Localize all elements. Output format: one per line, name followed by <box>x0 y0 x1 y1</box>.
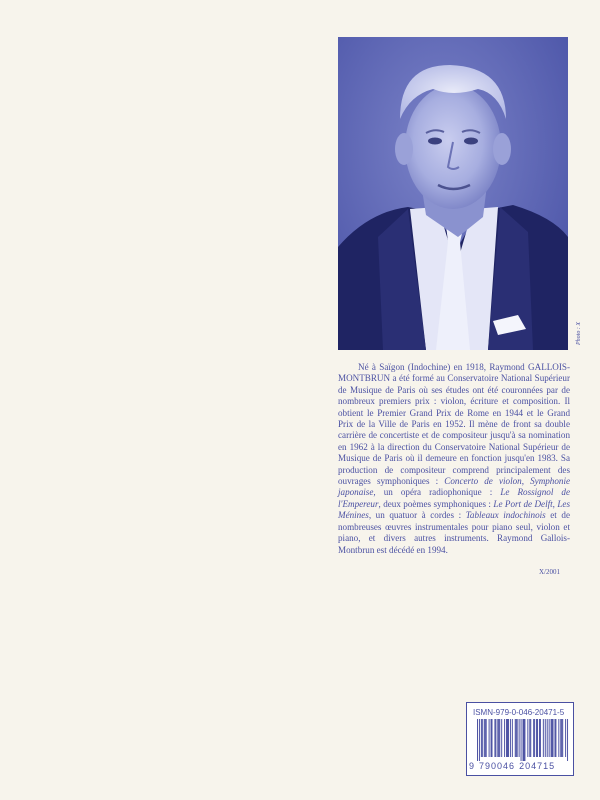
barcode-bar <box>553 719 554 757</box>
barcode-bar <box>512 719 513 757</box>
barcode-bar <box>545 719 546 757</box>
barcode-bar <box>552 719 553 757</box>
barcode-bar <box>560 719 561 757</box>
composer-biography <box>338 362 570 556</box>
barcode-bar <box>565 719 566 757</box>
barcode-bar <box>498 719 499 757</box>
barcode-bar <box>515 719 516 757</box>
barcode-bar <box>567 719 568 761</box>
barcode-bar <box>536 719 537 757</box>
barcode-bar <box>492 719 493 757</box>
barcode-bar <box>519 719 520 757</box>
barcode-bar <box>549 719 550 757</box>
barcode-panel <box>466 702 574 776</box>
barcode-bar <box>534 719 535 757</box>
barcode-bar <box>551 719 552 757</box>
barcode-bar <box>530 719 531 757</box>
barcode-bar <box>524 719 525 761</box>
barcode-bar <box>517 719 518 757</box>
barcode-bar <box>495 719 496 757</box>
barcode-bar <box>554 719 555 757</box>
barcode-bar <box>506 719 507 757</box>
barcode-bar <box>491 719 492 757</box>
barcode-bar <box>494 719 495 757</box>
barcode-bar <box>523 719 524 761</box>
barcode-digit-group-1: 790046 <box>479 761 516 771</box>
barcode-bar <box>547 719 548 757</box>
barcode-bar <box>558 719 559 757</box>
barcode-bar <box>499 719 500 757</box>
ismn-number: ISMN-979-0-046-20471-5 <box>473 708 565 717</box>
barcode-bar <box>501 719 502 757</box>
barcode-bar <box>504 719 505 757</box>
barcode-bar <box>516 719 517 757</box>
barcode-digits <box>469 761 559 771</box>
photo-credit: Photo : X <box>576 322 582 345</box>
barcode-bar <box>484 719 485 757</box>
barcode-bar <box>555 719 556 757</box>
barcode-bar <box>508 719 509 757</box>
barcode-bar <box>539 719 540 757</box>
barcode-bar <box>529 719 530 757</box>
barcode-bar <box>510 719 511 757</box>
barcode-bar <box>485 719 486 757</box>
barcode-bar <box>481 719 482 757</box>
composer-portrait-photo <box>338 37 568 350</box>
barcode-bar <box>479 719 480 761</box>
biography-paragraph: Né à Saïgon (Indochine) en 1918, Raymond GALLOIS-MONTBRUN a été formé au Conservatoire National Supérieur de Musique de Paris où ses études ont été couronnées par de nombreux premiers prix : violon, écriture et composition. Il obtient le Premier Grand Prix de Rome en 1944 et le Grand Prix de la Ville de Paris en 1952. Il mène de front sa double carrière de concertiste et de compositeur jusqu'à sa nomination en 1962 à la direction du Conservatoire National Supérieur de Musique de Paris où il demeure en fonction jusqu'en 1983. Sa production de compositeur comprend principalement des ouvrages symphoniques : Concerto de violon, Symphonie japonaise, un opéra radiophonique : Le Rossignol de l'Empereur, deux poèmes symphoniques : Le Port de Delft, Les Ménines, un quatuor à cordes : Tableaux indochinois et de nombreuses œuvres instrumentales pour piano seul, violon et piano, et divers autres instruments. Raymond Gallois-Montbrun est décédé en 1994. <box>338 362 571 555</box>
barcode-bar <box>477 719 478 761</box>
barcode-digit-first: 9 <box>469 761 476 771</box>
barcode-bar <box>482 719 483 757</box>
barcode-bar <box>527 719 528 757</box>
barcode-digit-group-2: 204715 <box>519 761 556 771</box>
barcode-bar <box>537 719 538 757</box>
barcode-bars <box>477 719 569 761</box>
barcode-bar <box>489 719 490 757</box>
barcode-bar <box>486 719 487 757</box>
barcode-bar <box>521 719 522 761</box>
barcode-bar <box>540 719 541 757</box>
barcode-bar <box>533 719 534 757</box>
barcode-bar <box>562 719 563 757</box>
barcode-bar <box>561 719 562 757</box>
edition-date-code: X/2001 <box>539 568 560 576</box>
barcode-bar <box>497 719 498 757</box>
barcode-bar <box>523 719 524 761</box>
barcode-bar <box>507 719 508 757</box>
barcode-bar <box>543 719 544 757</box>
portrait-illustration <box>338 37 568 350</box>
